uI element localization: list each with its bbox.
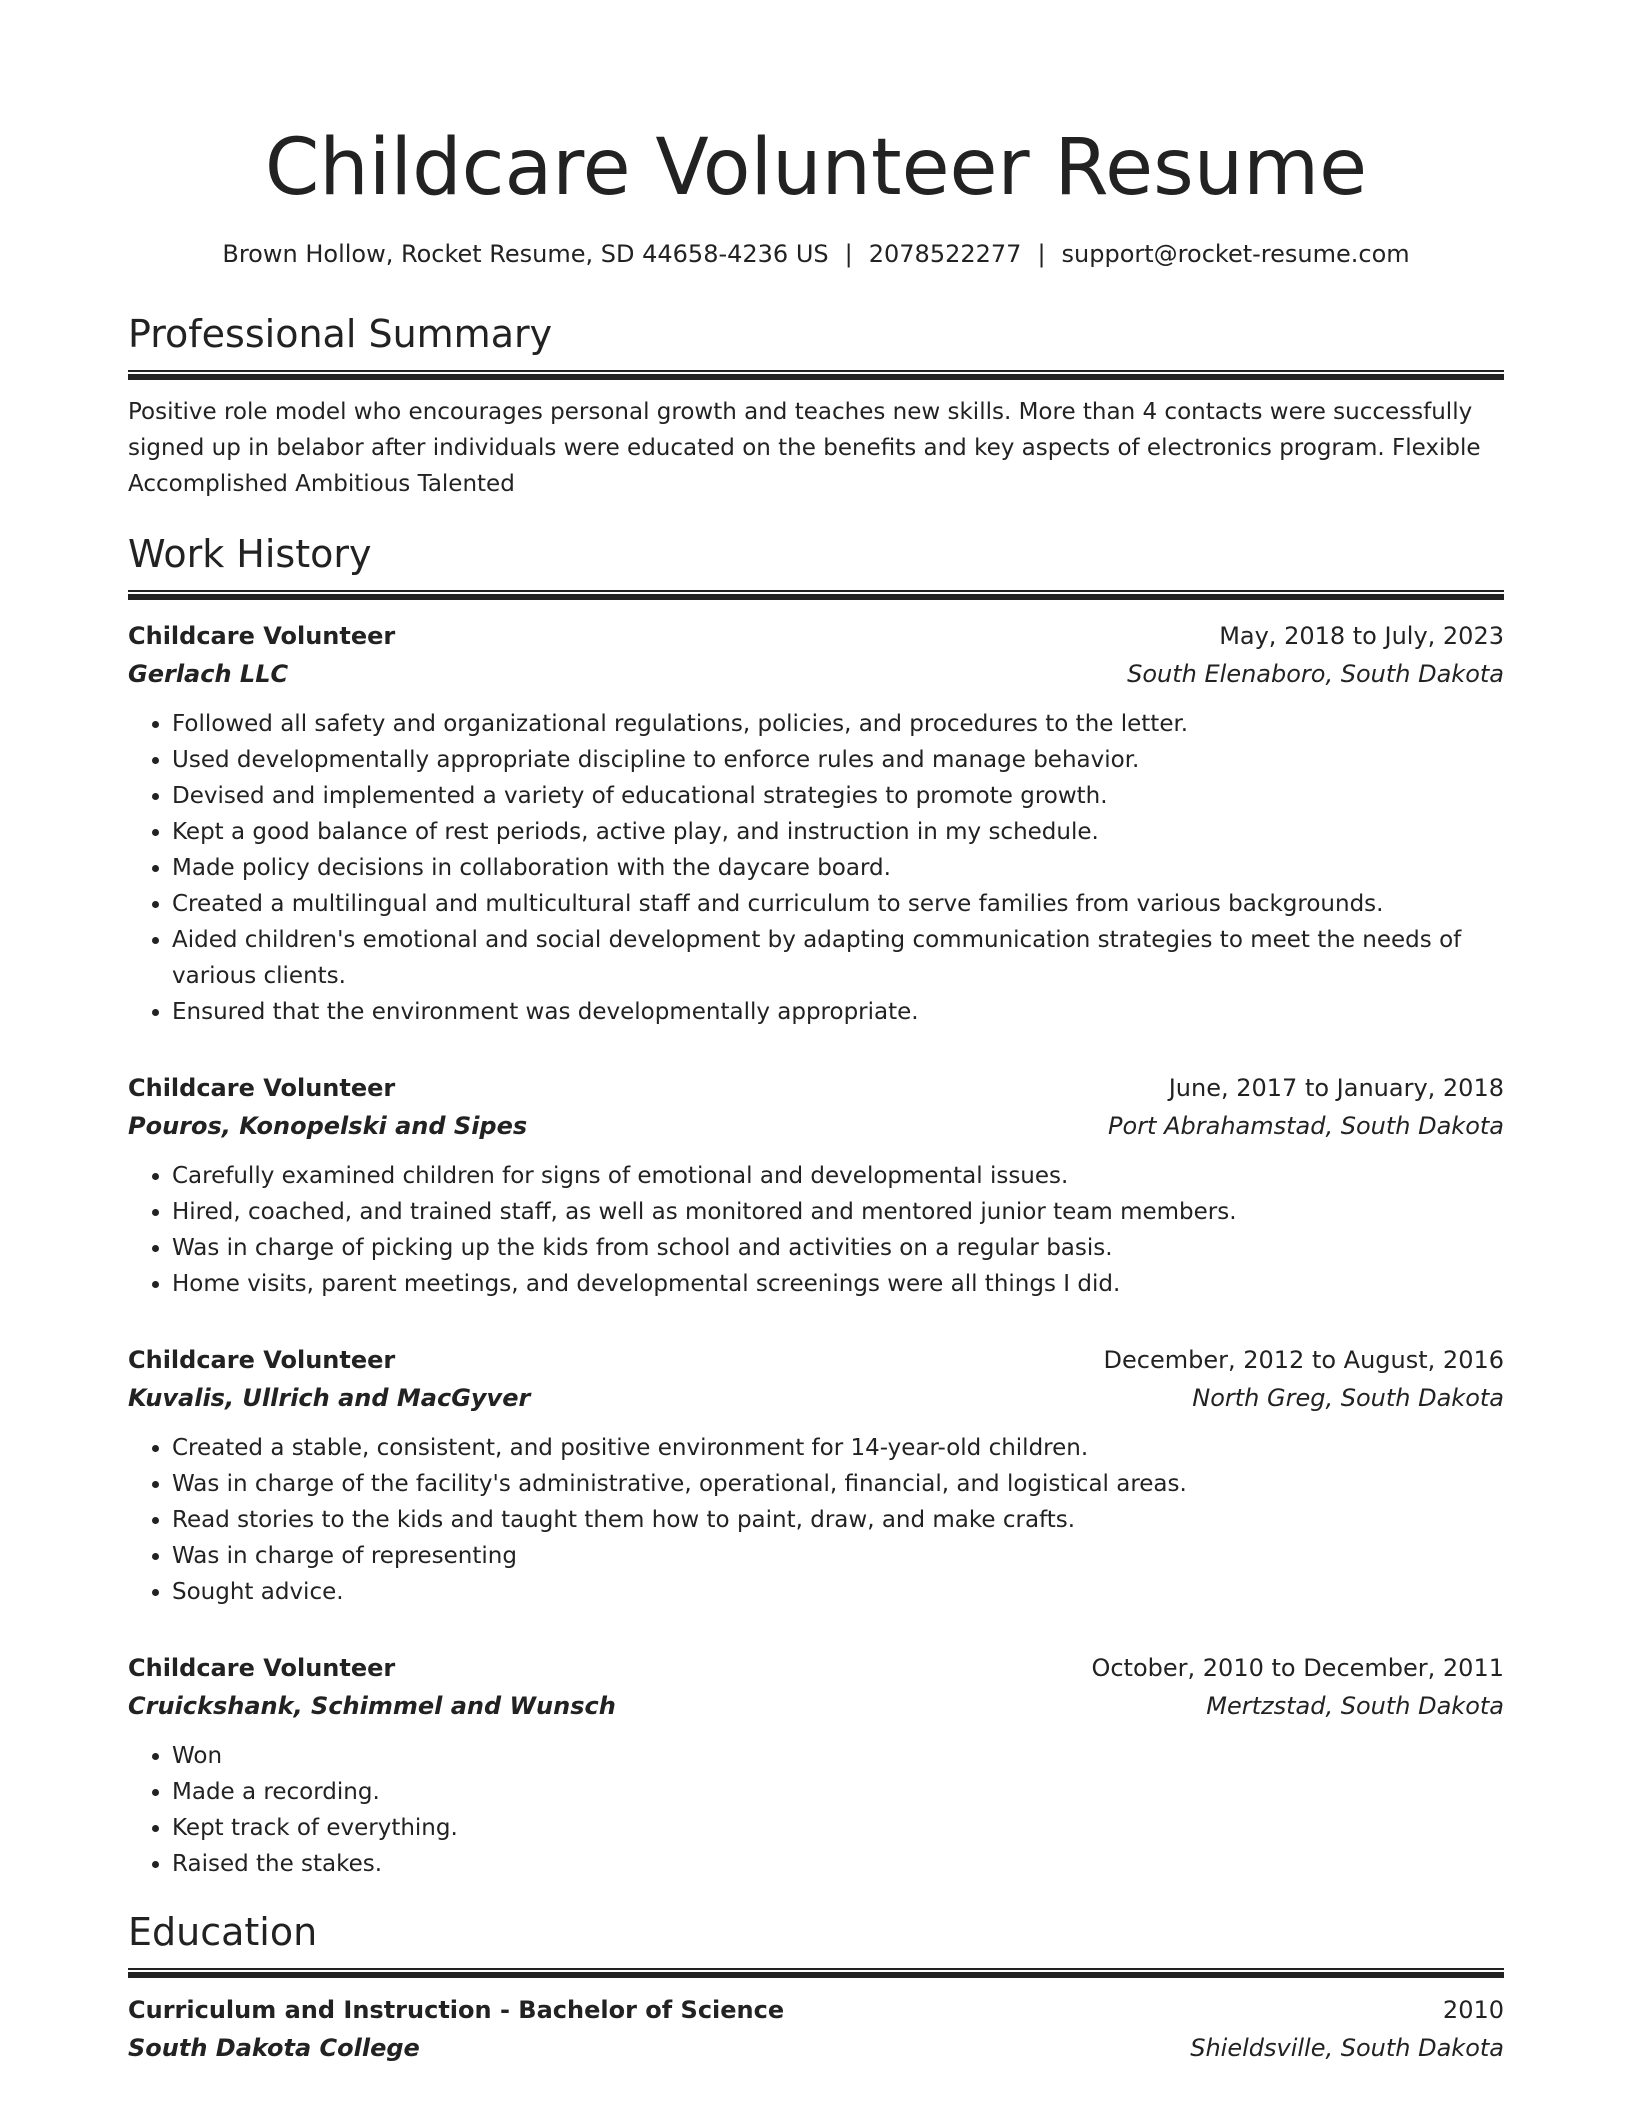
- company-name: Cruickshank, Schimmel and Wunsch: [128, 1692, 616, 1720]
- list-item: • Home visits, parent meetings, and developmental screenings were all things I did.: [172, 1266, 1504, 1302]
- resume-page: [128, 118, 1504, 2068]
- section-heading-work-history: Work History: [128, 532, 372, 576]
- job-bullets: [128, 706, 1504, 1030]
- education-section: [128, 1908, 1504, 2068]
- list-item: • Created a stable, consistent, and positive environment for 14-year-old children.: [172, 1430, 1504, 1466]
- section-divider: [128, 370, 1504, 380]
- list-item: • Read stories to the kids and taught them how to paint, draw, and make crafts.: [172, 1502, 1504, 1538]
- job-bullets: [128, 1430, 1504, 1610]
- list-item: • Made policy decisions in collaboration with the daycare board.: [172, 850, 1504, 886]
- summary-section: [128, 310, 1504, 502]
- job-location: Port Abrahamstad, South Dakota: [1108, 1112, 1504, 1140]
- education-entry: [128, 1992, 1504, 2068]
- contact-email: support@rocket-resume.com: [1061, 240, 1410, 268]
- list-item: • Followed all safety and organizational regulations, policies, and procedures to the letter.: [172, 706, 1504, 742]
- list-item: • Kept a good balance of rest periods, active play, and instruction in my schedule.: [172, 814, 1504, 850]
- section-divider: [128, 1968, 1504, 1978]
- graduation-year: 2010: [1442, 1996, 1504, 2024]
- job-location: South Elenaboro, South Dakota: [1127, 660, 1504, 688]
- job-title: Childcare Volunteer: [128, 1346, 396, 1374]
- contact-line: [128, 238, 1504, 270]
- job-title: Childcare Volunteer: [128, 1074, 396, 1102]
- section-heading-education: Education: [128, 1910, 318, 1954]
- degree-name: Curriculum and Instruction - Bachelor of Science: [128, 1996, 785, 2024]
- list-item: • Was in charge of the facility's administrative, operational, financial, and logistical areas.: [172, 1466, 1504, 1502]
- resume-title: Childcare Volunteer Resume: [264, 123, 1368, 213]
- job-location: Mertzstad, South Dakota: [1206, 1692, 1504, 1720]
- school-name: South Dakota College: [128, 2034, 420, 2062]
- job-dates: June, 2017 to January, 2018: [1168, 1074, 1504, 1102]
- job-title: Childcare Volunteer: [128, 1654, 396, 1682]
- company-name: Pouros, Konopelski and Sipes: [128, 1112, 528, 1140]
- list-item: • Was in charge of picking up the kids from school and activities on a regular basis.: [172, 1230, 1504, 1266]
- job-title: Childcare Volunteer: [128, 622, 396, 650]
- list-item: • Devised and implemented a variety of educational strategies to promote growth.: [172, 778, 1504, 814]
- school-location: Shieldsville, South Dakota: [1190, 2034, 1504, 2062]
- list-item: • Carefully examined children for signs of emotional and developmental issues.: [172, 1158, 1504, 1194]
- job-dates: May, 2018 to July, 2023: [1219, 622, 1504, 650]
- section-divider: [128, 590, 1504, 600]
- section-heading-summary: Professional Summary: [128, 312, 553, 356]
- job-bullets: [128, 1738, 1504, 1882]
- list-item: • Won: [172, 1738, 1504, 1774]
- list-item: • Created a multilingual and multicultural staff and curriculum to serve families from various backgrounds.: [172, 886, 1504, 922]
- job-bullets: [128, 1158, 1504, 1302]
- list-item: • Kept track of everything.: [172, 1810, 1504, 1846]
- summary-text: Positive role model who encourages personal growth and teaches new skills. More than 4 contacts were successfully signed up in belabor after individuals were educated on the benefits and key aspects of electronics program. Flexible Accomplished Ambitious Talented: [128, 399, 1481, 497]
- list-item: • Used developmentally appropriate discipline to enforce rules and manage behavior.: [172, 742, 1504, 778]
- job-dates: December, 2012 to August, 2016: [1103, 1346, 1504, 1374]
- job-dates: October, 2010 to December, 2011: [1091, 1654, 1504, 1682]
- contact-separator: |: [844, 240, 853, 268]
- contact-separator: |: [1037, 240, 1046, 268]
- job-location: North Greg, South Dakota: [1192, 1384, 1504, 1412]
- list-item: • Made a recording.: [172, 1774, 1504, 1810]
- job-entry: [128, 618, 1504, 1030]
- company-name: Kuvalis, Ullrich and MacGyver: [128, 1384, 531, 1412]
- list-item: • Raised the stakes.: [172, 1846, 1504, 1882]
- job-entry: [128, 1070, 1504, 1302]
- job-entry: [128, 1650, 1504, 1882]
- list-item: • Ensured that the environment was developmentally appropriate.: [172, 994, 1504, 1030]
- list-item: • Hired, coached, and trained staff, as well as monitored and mentored junior team members.: [172, 1194, 1504, 1230]
- list-item: • Was in charge of representing: [172, 1538, 1504, 1574]
- company-name: Gerlach LLC: [128, 660, 289, 688]
- work-history-section: [128, 530, 1504, 1882]
- contact-address: Brown Hollow, Rocket Resume, SD 44658-4236 US: [222, 240, 829, 268]
- job-entry: [128, 1342, 1504, 1610]
- list-item: • Sought advice.: [172, 1574, 1504, 1610]
- list-item: • Aided children's emotional and social development by adapting communication strategies to meet the needs of various clients.: [172, 922, 1504, 994]
- contact-phone: 2078522277: [868, 240, 1022, 268]
